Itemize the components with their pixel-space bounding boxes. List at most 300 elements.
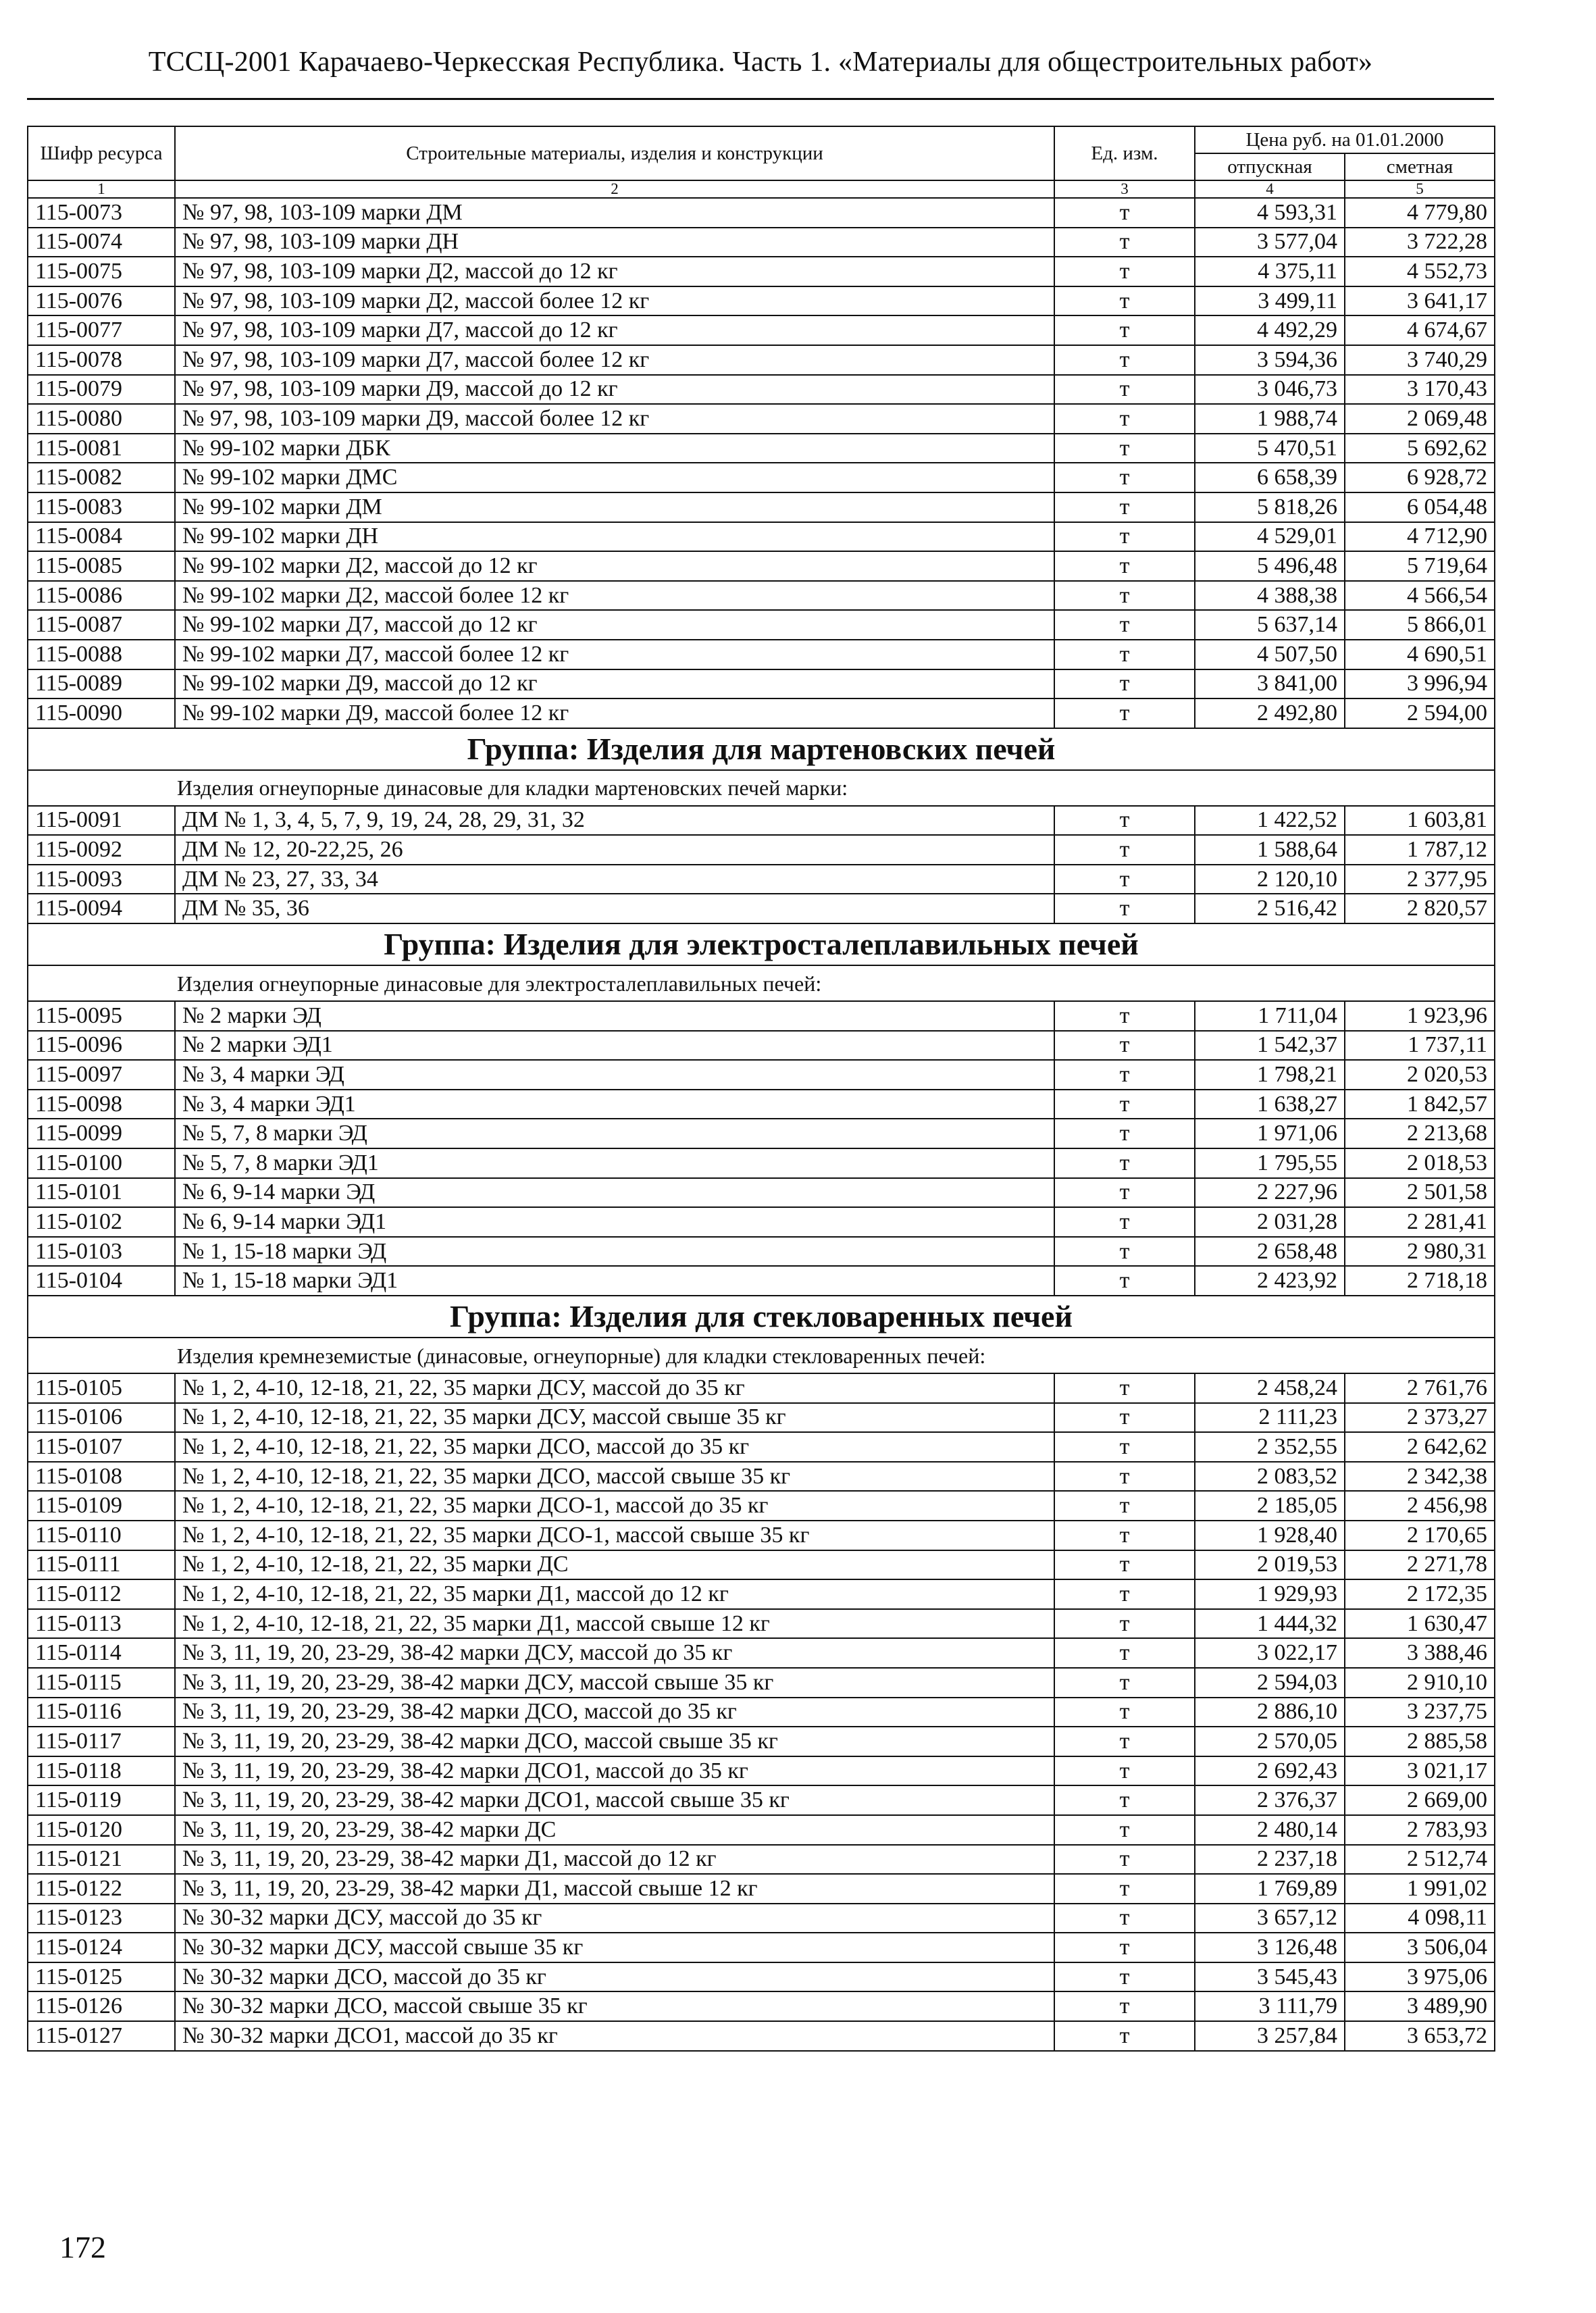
wholesale-price-cell: 2 352,55 <box>1195 1432 1345 1462</box>
unit-cell: т <box>1054 1462 1195 1492</box>
resource-code-cell: 115-0095 <box>28 1001 175 1031</box>
wholesale-price-cell: 2 019,53 <box>1195 1550 1345 1580</box>
table-row <box>28 1403 1495 1433</box>
resource-code-cell: 115-0079 <box>28 375 175 405</box>
material-name-cell: № 97, 98, 103-109 марки Д2, массой до 12 кг <box>175 257 1054 286</box>
resource-code-cell: 115-0081 <box>28 434 175 463</box>
material-name-cell: № 3, 4 марки ЭД <box>175 1060 1054 1090</box>
table-row <box>28 1521 1495 1550</box>
estimate-price-cell: 3 653,72 <box>1345 2021 1495 2051</box>
wholesale-price-cell: 1 769,89 <box>1195 1874 1345 1904</box>
estimate-price-cell: 2 783,93 <box>1345 1815 1495 1845</box>
table-row <box>28 1962 1495 1992</box>
wholesale-price-cell: 1 798,21 <box>1195 1060 1345 1090</box>
material-name-cell: № 2 марки ЭД <box>175 1001 1054 1031</box>
wholesale-price-cell: 2 120,10 <box>1195 865 1345 894</box>
estimate-price-cell: 2 669,00 <box>1345 1785 1495 1815</box>
unit-cell: т <box>1054 894 1195 923</box>
wholesale-price-cell: 3 022,17 <box>1195 1638 1345 1668</box>
estimate-price-cell: 3 506,04 <box>1345 1933 1495 1962</box>
material-name-cell: № 30-32 марки ДСУ, массой свыше 35 кг <box>175 1933 1054 1962</box>
unit-cell: т <box>1054 315 1195 345</box>
material-name-cell: № 97, 98, 103-109 марки Д7, массой до 12 кг <box>175 315 1054 345</box>
unit-cell: т <box>1054 2021 1195 2051</box>
resource-code-cell: 115-0120 <box>28 1815 175 1845</box>
table-row <box>28 1815 1495 1845</box>
resource-code-cell: 115-0105 <box>28 1373 175 1403</box>
material-name-cell: № 1, 2, 4-10, 12-18, 21, 22, 35 марки Д1, массой до 12 кг <box>175 1579 1054 1609</box>
unit-cell: т <box>1054 1060 1195 1090</box>
header-wholesale: отпускная <box>1195 153 1345 180</box>
resource-code-cell: 115-0102 <box>28 1207 175 1237</box>
material-name-cell: № 97, 98, 103-109 марки ДН <box>175 228 1054 257</box>
resource-code-cell: 115-0104 <box>28 1266 175 1296</box>
resource-code-cell: 115-0087 <box>28 610 175 640</box>
group-subtitle: Изделия кремнеземистые (динасовые, огнеупорные) для кладки стекловаренных печей: <box>28 1338 1495 1373</box>
resource-code-cell: 115-0074 <box>28 228 175 257</box>
wholesale-price-cell: 3 594,36 <box>1195 345 1345 375</box>
material-name-cell: № 3, 11, 19, 20, 23-29, 38-42 марки ДС <box>175 1815 1054 1845</box>
table-row <box>28 1845 1495 1875</box>
table-row <box>28 463 1495 492</box>
estimate-price-cell: 3 237,75 <box>1345 1698 1495 1727</box>
estimate-price-cell: 2 642,62 <box>1345 1432 1495 1462</box>
table-row <box>28 522 1495 552</box>
estimate-price-cell: 3 975,06 <box>1345 1962 1495 1992</box>
price-table <box>27 126 1495 2052</box>
material-name-cell: № 99-102 марки Д2, массой до 12 кг <box>175 551 1054 581</box>
estimate-price-cell: 2 271,78 <box>1345 1550 1495 1580</box>
resource-code-cell: 115-0127 <box>28 2021 175 2051</box>
wholesale-price-cell: 4 492,29 <box>1195 315 1345 345</box>
estimate-price-cell: 2 342,38 <box>1345 1462 1495 1492</box>
wholesale-price-cell: 3 499,11 <box>1195 286 1345 316</box>
wholesale-price-cell: 1 795,55 <box>1195 1148 1345 1178</box>
unit-cell: т <box>1054 1031 1195 1061</box>
material-name-cell: № 3, 11, 19, 20, 23-29, 38-42 марки ДСУ, массой свыше 35 кг <box>175 1668 1054 1698</box>
wholesale-price-cell: 2 083,52 <box>1195 1462 1345 1492</box>
resource-code-cell: 115-0077 <box>28 315 175 345</box>
header-name: Строительные материалы, изделия и конструкции <box>175 126 1054 180</box>
unit-cell: т <box>1054 1579 1195 1609</box>
estimate-price-cell: 2 373,27 <box>1345 1403 1495 1433</box>
header-unit: Ед. изм. <box>1054 126 1195 180</box>
unit-cell: т <box>1054 698 1195 728</box>
estimate-price-cell: 4 566,54 <box>1345 581 1495 611</box>
unit-cell: т <box>1054 1403 1195 1433</box>
table-row <box>28 1148 1495 1178</box>
resource-code-cell: 115-0093 <box>28 865 175 894</box>
unit-cell: т <box>1054 286 1195 316</box>
wholesale-price-cell: 1 929,93 <box>1195 1579 1345 1609</box>
unit-cell: т <box>1054 1727 1195 1756</box>
unit-cell: т <box>1054 492 1195 522</box>
table-row <box>28 581 1495 611</box>
table-row <box>28 1904 1495 1933</box>
table-row <box>28 2021 1495 2051</box>
resource-code-cell: 115-0094 <box>28 894 175 923</box>
wholesale-price-cell: 4 375,11 <box>1195 257 1345 286</box>
wholesale-price-cell: 4 529,01 <box>1195 522 1345 552</box>
group-title-row <box>28 728 1495 770</box>
resource-code-cell: 115-0099 <box>28 1119 175 1148</box>
table-row <box>28 1727 1495 1756</box>
table-row <box>28 404 1495 434</box>
header-price-group: Цена руб. на 01.01.2000 <box>1195 126 1495 153</box>
unit-cell: т <box>1054 228 1195 257</box>
wholesale-price-cell: 2 516,42 <box>1195 894 1345 923</box>
estimate-price-cell: 4 690,51 <box>1345 640 1495 669</box>
wholesale-price-cell: 4 593,31 <box>1195 198 1345 228</box>
wholesale-price-cell: 3 841,00 <box>1195 669 1345 699</box>
unit-cell: т <box>1054 1148 1195 1178</box>
table-row <box>28 1266 1495 1296</box>
material-name-cell: № 30-32 марки ДСО1, массой до 35 кг <box>175 2021 1054 2051</box>
unit-cell: т <box>1054 1668 1195 1698</box>
resource-code-cell: 115-0080 <box>28 404 175 434</box>
unit-cell: т <box>1054 1521 1195 1550</box>
unit-cell: т <box>1054 1845 1195 1875</box>
group-subtitle-row <box>28 965 1495 1001</box>
resource-code-cell: 115-0092 <box>28 835 175 865</box>
unit-cell: т <box>1054 1874 1195 1904</box>
resource-code-cell: 115-0121 <box>28 1845 175 1875</box>
material-name-cell: № 97, 98, 103-109 марки Д7, массой более 12 кг <box>175 345 1054 375</box>
material-name-cell: № 97, 98, 103-109 марки ДМ <box>175 198 1054 228</box>
table-row <box>28 1668 1495 1698</box>
resource-code-cell: 115-0101 <box>28 1178 175 1208</box>
resource-code-cell: 115-0124 <box>28 1933 175 1962</box>
material-name-cell: ДМ № 1, 3, 4, 5, 7, 9, 19, 24, 28, 29, 31, 32 <box>175 806 1054 836</box>
wholesale-price-cell: 1 928,40 <box>1195 1521 1345 1550</box>
table-row <box>28 551 1495 581</box>
unit-cell: т <box>1054 1933 1195 1962</box>
table-row <box>28 1609 1495 1639</box>
material-name-cell: № 99-102 марки ДМ <box>175 492 1054 522</box>
wholesale-price-cell: 3 577,04 <box>1195 228 1345 257</box>
material-name-cell: ДМ № 12, 20-22,25, 26 <box>175 835 1054 865</box>
table-row <box>28 1579 1495 1609</box>
wholesale-price-cell: 2 423,92 <box>1195 1266 1345 1296</box>
table-row <box>28 1119 1495 1148</box>
wholesale-price-cell: 1 588,64 <box>1195 835 1345 865</box>
table-row <box>28 198 1495 228</box>
estimate-price-cell: 4 098,11 <box>1345 1904 1495 1933</box>
resource-code-cell: 115-0110 <box>28 1521 175 1550</box>
table-row <box>28 1933 1495 1962</box>
resource-code-cell: 115-0109 <box>28 1491 175 1521</box>
estimate-price-cell: 5 719,64 <box>1345 551 1495 581</box>
material-name-cell: № 3, 11, 19, 20, 23-29, 38-42 марки Д1, массой до 12 кг <box>175 1845 1054 1875</box>
wholesale-price-cell: 2 227,96 <box>1195 1178 1345 1208</box>
resource-code-cell: 115-0106 <box>28 1403 175 1433</box>
wholesale-price-cell: 2 111,23 <box>1195 1403 1345 1433</box>
estimate-price-cell: 1 842,57 <box>1345 1090 1495 1119</box>
estimate-price-cell: 2 172,35 <box>1345 1579 1495 1609</box>
wholesale-price-cell: 2 458,24 <box>1195 1373 1345 1403</box>
wholesale-price-cell: 5 637,14 <box>1195 610 1345 640</box>
unit-cell: т <box>1054 1432 1195 1462</box>
estimate-price-cell: 3 722,28 <box>1345 228 1495 257</box>
table-row <box>28 1373 1495 1403</box>
estimate-price-cell: 4 712,90 <box>1345 522 1495 552</box>
wholesale-price-cell: 2 376,37 <box>1195 1785 1345 1815</box>
resource-code-cell: 115-0096 <box>28 1031 175 1061</box>
estimate-price-cell: 1 923,96 <box>1345 1001 1495 1031</box>
column-number: 5 <box>1345 180 1495 198</box>
resource-code-cell: 115-0107 <box>28 1432 175 1462</box>
resource-code-cell: 115-0088 <box>28 640 175 669</box>
table-row <box>28 1462 1495 1492</box>
table-row <box>28 1178 1495 1208</box>
material-name-cell: № 1, 2, 4-10, 12-18, 21, 22, 35 марки ДСО-1, массой до 35 кг <box>175 1491 1054 1521</box>
estimate-price-cell: 2 718,18 <box>1345 1266 1495 1296</box>
table-row <box>28 610 1495 640</box>
unit-cell: т <box>1054 404 1195 434</box>
unit-cell: т <box>1054 1815 1195 1845</box>
table-row <box>28 1491 1495 1521</box>
resource-code-cell: 115-0083 <box>28 492 175 522</box>
estimate-price-cell: 1 737,11 <box>1345 1031 1495 1061</box>
estimate-price-cell: 6 928,72 <box>1345 463 1495 492</box>
estimate-price-cell: 2 885,58 <box>1345 1727 1495 1756</box>
resource-code-cell: 115-0118 <box>28 1756 175 1786</box>
wholesale-price-cell: 5 470,51 <box>1195 434 1345 463</box>
wholesale-price-cell: 2 480,14 <box>1195 1815 1345 1845</box>
unit-cell: т <box>1054 198 1195 228</box>
unit-cell: т <box>1054 1001 1195 1031</box>
table-row <box>28 806 1495 836</box>
unit-cell: т <box>1054 345 1195 375</box>
table-row <box>28 1698 1495 1727</box>
unit-cell: т <box>1054 835 1195 865</box>
column-number-row <box>28 180 1495 198</box>
table-row <box>28 434 1495 463</box>
group-title: Группа: Изделия для стекловаренных печей <box>28 1296 1495 1338</box>
unit-cell: т <box>1054 1178 1195 1208</box>
resource-code-cell: 115-0090 <box>28 698 175 728</box>
wholesale-price-cell: 2 237,18 <box>1195 1845 1345 1875</box>
estimate-price-cell: 2 820,57 <box>1345 894 1495 923</box>
material-name-cell: № 3, 11, 19, 20, 23-29, 38-42 марки ДСО1, массой до 35 кг <box>175 1756 1054 1786</box>
wholesale-price-cell: 3 046,73 <box>1195 375 1345 405</box>
material-name-cell: № 99-102 марки Д7, массой до 12 кг <box>175 610 1054 640</box>
wholesale-price-cell: 1 711,04 <box>1195 1001 1345 1031</box>
unit-cell: т <box>1054 1991 1195 2021</box>
group-subtitle-row <box>28 1338 1495 1373</box>
group-title-row <box>28 923 1495 965</box>
unit-cell: т <box>1054 669 1195 699</box>
table-row <box>28 1785 1495 1815</box>
unit-cell: т <box>1054 375 1195 405</box>
material-name-cell: № 1, 2, 4-10, 12-18, 21, 22, 35 марки ДСУ, массой свыше 35 кг <box>175 1403 1054 1433</box>
unit-cell: т <box>1054 551 1195 581</box>
table-row <box>28 1237 1495 1267</box>
resource-code-cell: 115-0073 <box>28 198 175 228</box>
wholesale-price-cell: 2 658,48 <box>1195 1237 1345 1267</box>
table-row <box>28 1638 1495 1668</box>
unit-cell: т <box>1054 1266 1195 1296</box>
table-row <box>28 1432 1495 1462</box>
wholesale-price-cell: 4 507,50 <box>1195 640 1345 669</box>
unit-cell: т <box>1054 1756 1195 1786</box>
wholesale-price-cell: 3 257,84 <box>1195 2021 1345 2051</box>
estimate-price-cell: 4 779,80 <box>1345 198 1495 228</box>
table-row <box>28 1001 1495 1031</box>
estimate-price-cell: 4 674,67 <box>1345 315 1495 345</box>
unit-cell: т <box>1054 1904 1195 1933</box>
table-row <box>28 286 1495 316</box>
material-name-cell: № 99-102 марки ДБК <box>175 434 1054 463</box>
resource-code-cell: 115-0084 <box>28 522 175 552</box>
estimate-price-cell: 3 170,43 <box>1345 375 1495 405</box>
material-name-cell: № 99-102 марки Д7, массой более 12 кг <box>175 640 1054 669</box>
resource-code-cell: 115-0078 <box>28 345 175 375</box>
table-row <box>28 492 1495 522</box>
table-row <box>28 1550 1495 1580</box>
table-row <box>28 1031 1495 1061</box>
material-name-cell: № 97, 98, 103-109 марки Д9, массой более 12 кг <box>175 404 1054 434</box>
material-name-cell: № 1, 2, 4-10, 12-18, 21, 22, 35 марки ДСО, массой до 35 кг <box>175 1432 1054 1462</box>
estimate-price-cell: 3 996,94 <box>1345 669 1495 699</box>
wholesale-price-cell: 2 570,05 <box>1195 1727 1345 1756</box>
header-estimate: сметная <box>1345 153 1495 180</box>
estimate-price-cell: 2 980,31 <box>1345 1237 1495 1267</box>
material-name-cell: № 30-32 марки ДСО, массой до 35 кг <box>175 1962 1054 1992</box>
unit-cell: т <box>1054 1638 1195 1668</box>
unit-cell: т <box>1054 257 1195 286</box>
wholesale-price-cell: 3 111,79 <box>1195 1991 1345 2021</box>
unit-cell: т <box>1054 463 1195 492</box>
unit-cell: т <box>1054 1491 1195 1521</box>
wholesale-price-cell: 1 988,74 <box>1195 404 1345 434</box>
resource-code-cell: 115-0119 <box>28 1785 175 1815</box>
table-row <box>28 640 1495 669</box>
group-title: Группа: Изделия для электросталеплавильных печей <box>28 923 1495 965</box>
resource-code-cell: 115-0117 <box>28 1727 175 1756</box>
wholesale-price-cell: 1 444,32 <box>1195 1609 1345 1639</box>
material-name-cell: № 99-102 марки Д9, массой до 12 кг <box>175 669 1054 699</box>
table-row <box>28 1090 1495 1119</box>
material-name-cell: № 5, 7, 8 марки ЭД1 <box>175 1148 1054 1178</box>
estimate-price-cell: 3 021,17 <box>1345 1756 1495 1786</box>
material-name-cell: № 1, 15-18 марки ЭД1 <box>175 1266 1054 1296</box>
estimate-price-cell: 3 489,90 <box>1345 1991 1495 2021</box>
estimate-price-cell: 4 552,73 <box>1345 257 1495 286</box>
wholesale-price-cell: 2 031,28 <box>1195 1207 1345 1237</box>
wholesale-price-cell: 4 388,38 <box>1195 581 1345 611</box>
unit-cell: т <box>1054 1962 1195 1992</box>
wholesale-price-cell: 5 496,48 <box>1195 551 1345 581</box>
unit-cell: т <box>1054 1119 1195 1148</box>
table-row <box>28 1756 1495 1786</box>
wholesale-price-cell: 2 692,43 <box>1195 1756 1345 1786</box>
material-name-cell: № 97, 98, 103-109 марки Д9, массой до 12 кг <box>175 375 1054 405</box>
table-row <box>28 865 1495 894</box>
unit-cell: т <box>1054 1373 1195 1403</box>
material-name-cell: № 1, 2, 4-10, 12-18, 21, 22, 35 марки ДСУ, массой до 35 кг <box>175 1373 1054 1403</box>
resource-code-cell: 115-0112 <box>28 1579 175 1609</box>
group-subtitle-row <box>28 770 1495 806</box>
material-name-cell: № 6, 9-14 марки ЭД1 <box>175 1207 1054 1237</box>
resource-code-cell: 115-0082 <box>28 463 175 492</box>
estimate-price-cell: 2 170,65 <box>1345 1521 1495 1550</box>
resource-code-cell: 115-0123 <box>28 1904 175 1933</box>
estimate-price-cell: 3 740,29 <box>1345 345 1495 375</box>
material-name-cell: ДМ № 35, 36 <box>175 894 1054 923</box>
resource-code-cell: 115-0076 <box>28 286 175 316</box>
material-name-cell: № 3, 11, 19, 20, 23-29, 38-42 марки ДСУ, массой до 35 кг <box>175 1638 1054 1668</box>
wholesale-price-cell: 2 492,80 <box>1195 698 1345 728</box>
material-name-cell: № 5, 7, 8 марки ЭД <box>175 1119 1054 1148</box>
table-row <box>28 375 1495 405</box>
unit-cell: т <box>1054 1090 1195 1119</box>
resource-code-cell: 115-0115 <box>28 1668 175 1698</box>
material-name-cell: № 30-32 марки ДСУ, массой до 35 кг <box>175 1904 1054 1933</box>
header-code: Шифр ресурса <box>28 126 175 180</box>
table-row <box>28 228 1495 257</box>
wholesale-price-cell: 5 818,26 <box>1195 492 1345 522</box>
estimate-price-cell: 2 594,00 <box>1345 698 1495 728</box>
resource-code-cell: 115-0089 <box>28 669 175 699</box>
table-header-row-1 <box>28 126 1495 153</box>
resource-code-cell: 115-0103 <box>28 1237 175 1267</box>
resource-code-cell: 115-0091 <box>28 806 175 836</box>
estimate-price-cell: 2 069,48 <box>1345 404 1495 434</box>
unit-cell: т <box>1054 581 1195 611</box>
table-row <box>28 669 1495 699</box>
table-row <box>28 257 1495 286</box>
resource-code-cell: 115-0086 <box>28 581 175 611</box>
unit-cell: т <box>1054 1237 1195 1267</box>
material-name-cell: № 99-102 марки Д2, массой более 12 кг <box>175 581 1054 611</box>
column-number: 1 <box>28 180 175 198</box>
resource-code-cell: 115-0085 <box>28 551 175 581</box>
resource-code-cell: 115-0108 <box>28 1462 175 1492</box>
material-name-cell: № 3, 11, 19, 20, 23-29, 38-42 марки ДСО, массой до 35 кг <box>175 1698 1054 1727</box>
estimate-price-cell: 2 761,76 <box>1345 1373 1495 1403</box>
table-row <box>28 835 1495 865</box>
estimate-price-cell: 2 377,95 <box>1345 865 1495 894</box>
estimate-price-cell: 2 018,53 <box>1345 1148 1495 1178</box>
unit-cell: т <box>1054 434 1195 463</box>
wholesale-price-cell: 3 657,12 <box>1195 1904 1345 1933</box>
resource-code-cell: 115-0100 <box>28 1148 175 1178</box>
material-name-cell: № 97, 98, 103-109 марки Д2, массой более 12 кг <box>175 286 1054 316</box>
unit-cell: т <box>1054 1698 1195 1727</box>
estimate-price-cell: 1 991,02 <box>1345 1874 1495 1904</box>
table-row <box>28 1874 1495 1904</box>
wholesale-price-cell: 2 886,10 <box>1195 1698 1345 1727</box>
estimate-price-cell: 1 787,12 <box>1345 835 1495 865</box>
unit-cell: т <box>1054 1207 1195 1237</box>
unit-cell: т <box>1054 806 1195 836</box>
header-rule <box>27 98 1494 100</box>
table-row <box>28 315 1495 345</box>
material-name-cell: № 3, 11, 19, 20, 23-29, 38-42 марки ДСО, массой свыше 35 кг <box>175 1727 1054 1756</box>
table-row <box>28 1991 1495 2021</box>
material-name-cell: № 30-32 марки ДСО, массой свыше 35 кг <box>175 1991 1054 2021</box>
page-number: 172 <box>59 2230 106 2264</box>
group-subtitle: Изделия огнеупорные динасовые для электросталеплавильных печей: <box>28 965 1495 1001</box>
material-name-cell: № 1, 2, 4-10, 12-18, 21, 22, 35 марки ДСО, массой свыше 35 кг <box>175 1462 1054 1492</box>
group-title-row <box>28 1296 1495 1338</box>
resource-code-cell: 115-0114 <box>28 1638 175 1668</box>
wholesale-price-cell: 3 126,48 <box>1195 1933 1345 1962</box>
estimate-price-cell: 2 281,41 <box>1345 1207 1495 1237</box>
estimate-price-cell: 2 501,58 <box>1345 1178 1495 1208</box>
estimate-price-cell: 5 692,62 <box>1345 434 1495 463</box>
